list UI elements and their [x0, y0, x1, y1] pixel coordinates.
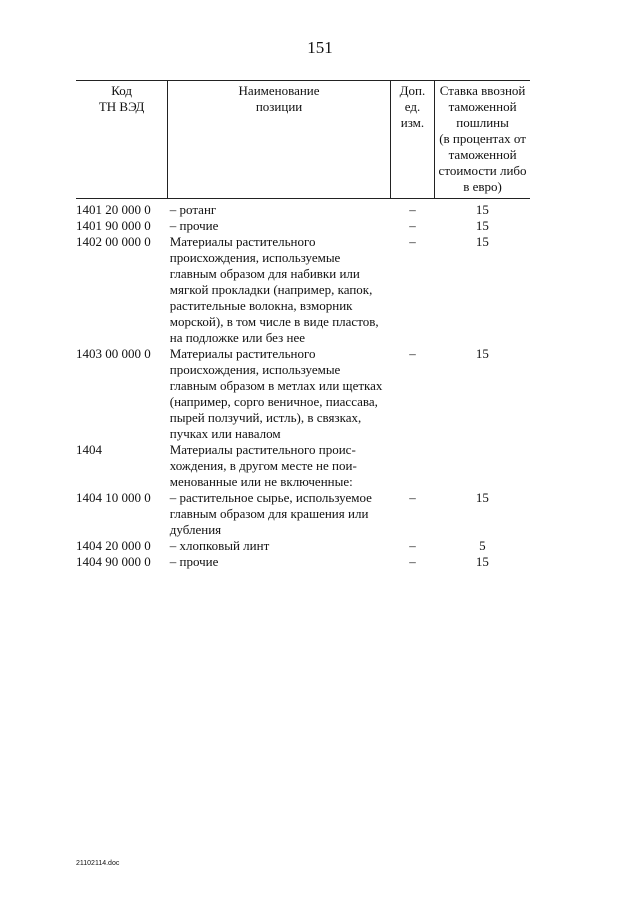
- row-name-line: главным образом в метлах или щетках: [169, 378, 383, 393]
- row-name-line: – прочие: [169, 218, 219, 233]
- table-row: [76, 442, 530, 490]
- row-name-line: Материалы растительного: [169, 346, 316, 361]
- table-row: [76, 490, 530, 538]
- header-code-line: Код: [111, 83, 132, 98]
- header-rate: [435, 81, 530, 199]
- header-rate-line: стоимости либо: [438, 163, 527, 178]
- row-name-line: главным образом для набивки или: [169, 266, 360, 281]
- row-name-line: главным образом для крашения или: [169, 506, 369, 521]
- header-unit: [390, 81, 434, 199]
- row-name-line: мягкой прокладки (например, капок,: [169, 282, 373, 297]
- header-rate-line: (в процентах от: [439, 131, 526, 146]
- row-rate: 15: [475, 234, 489, 249]
- row-name: [168, 490, 391, 538]
- row-unit: –: [409, 202, 416, 217]
- row-rate: [435, 442, 530, 490]
- row-name-line: – прочие: [169, 554, 219, 569]
- row-name: [168, 218, 391, 234]
- row-rate: 15: [475, 346, 489, 361]
- page-number: 151: [307, 38, 333, 57]
- tariff-table: [76, 80, 530, 570]
- header-rate-line: таможенной: [448, 99, 517, 114]
- row-name: [168, 234, 391, 346]
- row-code: 1404 20 000 0: [76, 538, 151, 553]
- row-rate: 5: [479, 538, 486, 553]
- row-unit: –: [409, 346, 416, 361]
- header-code-line: ТН ВЭД: [98, 99, 145, 114]
- row-name-line: Материалы растительного: [169, 234, 316, 249]
- row-unit: –: [409, 538, 416, 553]
- row-name-line: на подложке или без нее: [169, 330, 305, 345]
- header-unit-line: изм.: [400, 115, 425, 130]
- table-row: [76, 346, 530, 442]
- row-unit: –: [409, 554, 416, 569]
- row-rate: 15: [475, 218, 489, 233]
- row-name: [168, 199, 391, 219]
- row-name-line: Материалы растительного проис-: [169, 442, 356, 457]
- table-row: [76, 234, 530, 346]
- row-name-line: хождения, в другом месте не пои-: [169, 458, 357, 473]
- row-unit: [390, 442, 434, 490]
- row-unit: –: [409, 218, 416, 233]
- header-name-line: позиции: [255, 99, 303, 114]
- header-rate-line: в евро): [463, 179, 502, 194]
- row-name-line: менованные или не включенные:: [169, 474, 353, 489]
- row-name-line: – ротанг: [169, 202, 217, 217]
- row-name-line: происхождения, используемые: [169, 362, 341, 377]
- row-name-line: происхождения, используемые: [169, 250, 341, 265]
- row-name-line: растительные волокна, взморник: [169, 298, 353, 313]
- table-row: [76, 218, 530, 234]
- row-code: 1404 90 000 0: [76, 554, 151, 569]
- row-name-line: дубления: [169, 522, 222, 537]
- table-body: [76, 199, 530, 571]
- row-name-line: морской), в том числе в виде пластов,: [169, 314, 379, 329]
- row-code: 1401 20 000 0: [76, 202, 151, 217]
- header-row: [76, 81, 530, 199]
- row-code: 1403 00 000 0: [76, 346, 151, 361]
- header-unit-line: ед.: [404, 99, 421, 114]
- row-name-line: – хлопковый линт: [169, 538, 270, 553]
- row-rate: 15: [475, 490, 489, 505]
- row-name-line: – растительное сырье, используемое: [169, 490, 372, 505]
- row-rate: 15: [475, 202, 489, 217]
- row-name-line: пучках или навалом: [169, 426, 281, 441]
- header-rate-line: таможенной: [448, 147, 517, 162]
- table-row: [76, 199, 530, 219]
- row-code: 1401 90 000 0: [76, 218, 151, 233]
- row-code: 1404: [76, 442, 102, 457]
- row-name-line: (например, сорго веничное, пиассава,: [169, 394, 378, 409]
- row-code: 1404 10 000 0: [76, 490, 151, 505]
- row-name: [168, 442, 391, 490]
- table-header: [76, 81, 530, 199]
- row-name: [168, 346, 391, 442]
- table-row: [76, 554, 530, 570]
- table-row: [76, 538, 530, 554]
- row-name: [168, 538, 391, 554]
- row-unit: –: [409, 234, 416, 249]
- row-unit: –: [409, 490, 416, 505]
- row-code: 1402 00 000 0: [76, 234, 151, 249]
- row-rate: 15: [475, 554, 489, 569]
- header-name: [168, 81, 391, 199]
- header-rate-line: Ставка ввозной: [439, 83, 526, 98]
- header-unit-line: Доп.: [399, 83, 426, 98]
- header-name-line: Наименование: [238, 83, 320, 98]
- header-rate-line: пошлины: [456, 115, 509, 130]
- row-name-line: пырей ползучий, истль), в связках,: [169, 410, 362, 425]
- row-name: [168, 554, 391, 570]
- footer-filename: 21102114.doc: [76, 860, 120, 867]
- header-code: [76, 81, 168, 199]
